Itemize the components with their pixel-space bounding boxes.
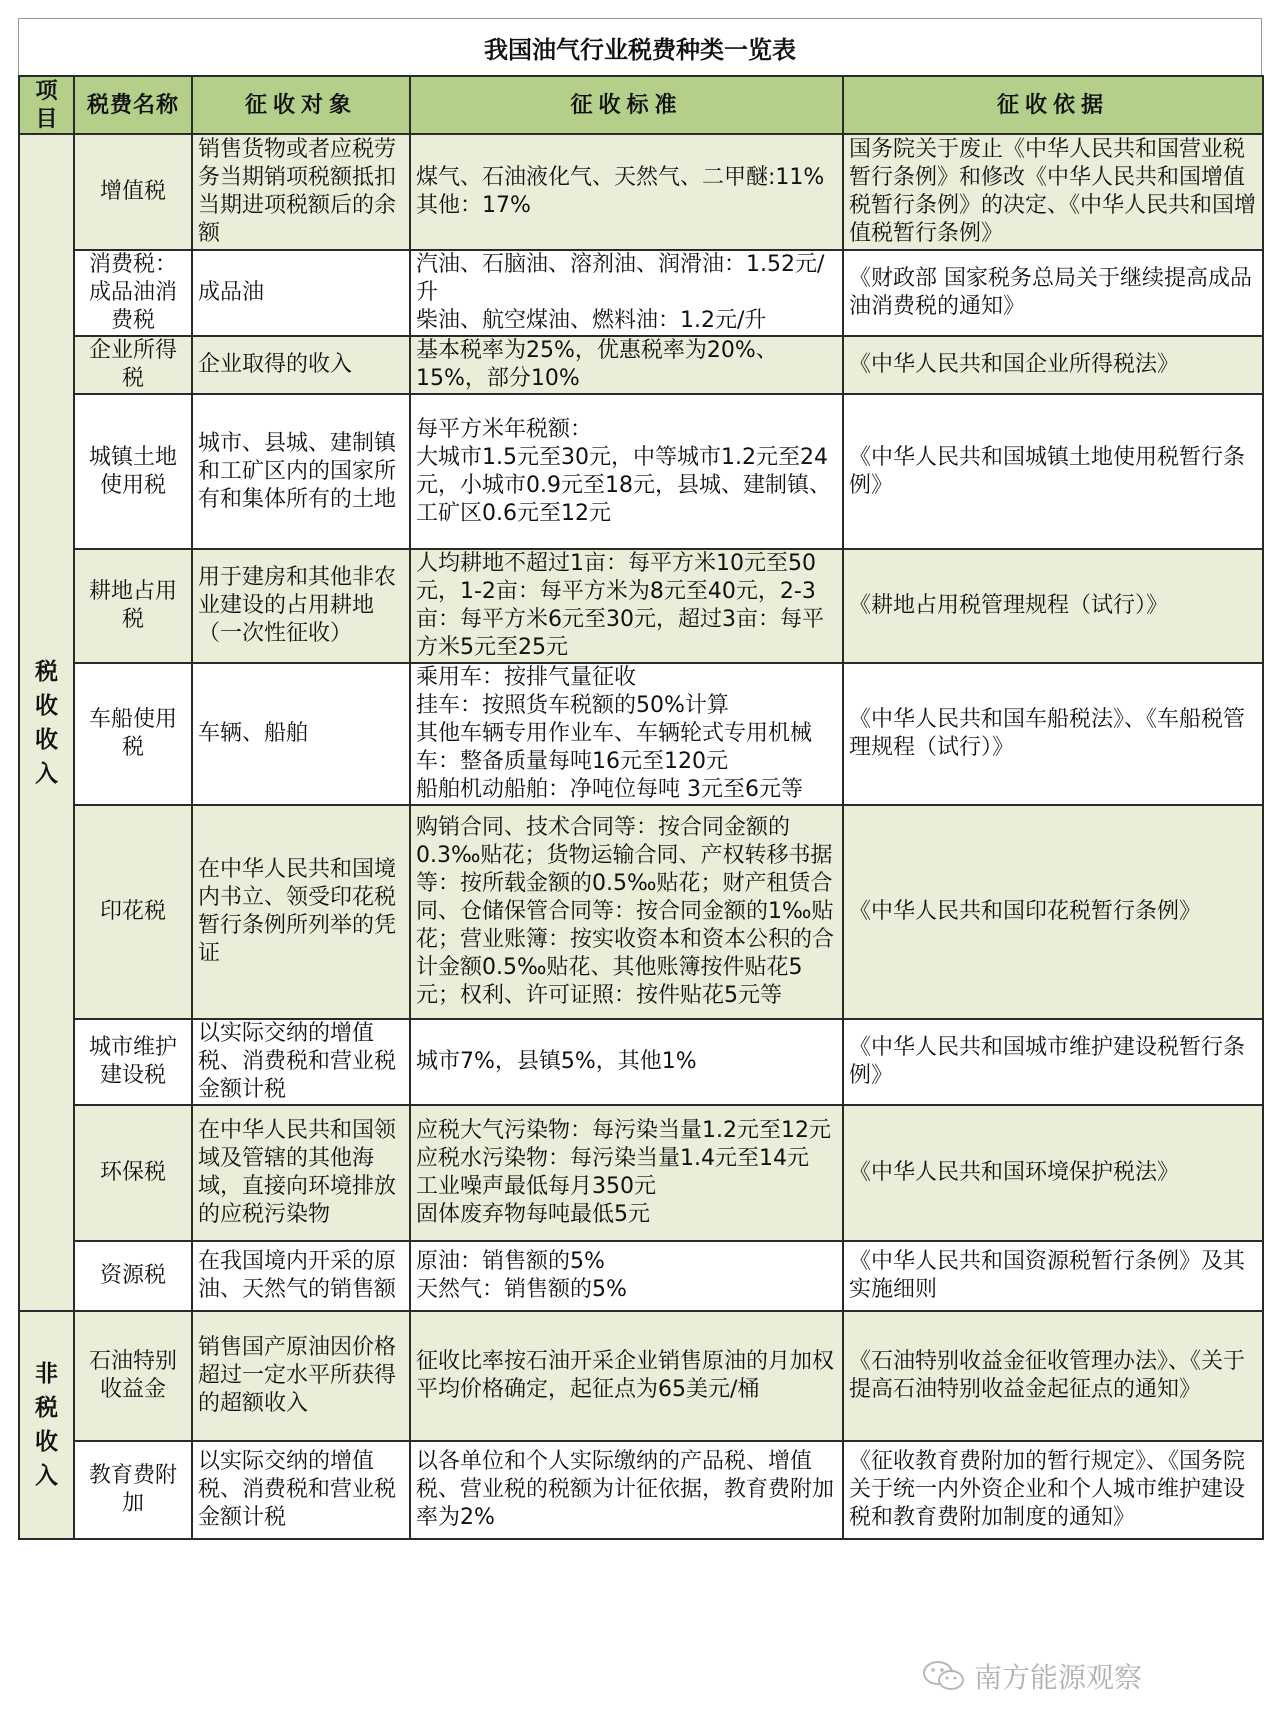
header-standard: 征收标准 xyxy=(410,76,843,134)
standard-line: 其他车辆专用作业车、车辆轮式专用机械车：整备质量每吨16元至120元 xyxy=(416,721,813,774)
header-item: 项目 xyxy=(19,76,74,134)
table-title: 我国油气行业税费种类一览表 xyxy=(18,18,1262,75)
tax-name-cell: 消费税：成品油消费税 xyxy=(74,250,192,336)
table-row xyxy=(19,1105,1263,1241)
tax-name-cell: 印花税 xyxy=(74,805,192,1019)
tax-name-cell: 环保税 xyxy=(74,1105,192,1241)
object-cell: 销售货物或者应税劳务当期销项税额抵扣当期进项税额后的余额 xyxy=(192,134,410,250)
tax-name-cell: 企业所得税 xyxy=(74,336,192,394)
basis-cell: 《中华人民共和国城市维护建设税暂行条例》 xyxy=(843,1019,1263,1105)
standard-line: 人均耕地不超过1亩：每平方米10元至50元，1-2亩：每平方米为8元至40元，2-3亩：每平方米6元至30元，超过3亩：每平方米5元至25元 xyxy=(416,551,824,660)
object-cell: 以实际交纳的增值税、消费税和营业税金额计税 xyxy=(192,1019,410,1105)
standard-line: 以各单位和个人实际缴纳的产品税、增值税、营业税的税额为计征依据，教育费附加率为2% xyxy=(416,1449,835,1530)
category-tax-income xyxy=(19,134,74,1311)
basis-cell: 《征收教育费附加的暂行规定》、《国务院关于统一内外资企业和个人城市维护建设税和教育费附加制度的通知》 xyxy=(843,1441,1263,1539)
standard-line: 柴油、航空煤油、燃料油：1.2元/升 xyxy=(416,308,767,333)
standard-cell xyxy=(410,1311,843,1441)
object-cell: 在中华人民共和国境内书立、领受印花税暂行条例所列举的凭证 xyxy=(192,805,410,1019)
standard-cell xyxy=(410,1019,843,1105)
basis-cell: 《中华人民共和国企业所得税法》 xyxy=(843,336,1263,394)
object-cell: 以实际交纳的增值税、消费税和营业税金额计税 xyxy=(192,1441,410,1539)
standard-line: 汽油、石脑油、溶剂油、润滑油：1.52元/升 xyxy=(416,252,825,305)
category-label: 税收收入 xyxy=(35,657,58,787)
basis-cell: 《中华人民共和国印花税暂行条例》 xyxy=(843,805,1263,1019)
table-row xyxy=(19,1241,1263,1311)
standard-cell xyxy=(410,1105,843,1241)
tax-table xyxy=(18,75,1264,1540)
basis-cell: 《耕地占用税管理规程（试行）》 xyxy=(843,549,1263,663)
standard-line: 应税大气污染物：每污染当量1.2元至12元 xyxy=(416,1118,831,1143)
watermark xyxy=(922,1656,1142,1696)
table-row xyxy=(19,1019,1263,1105)
standard-line: 每平方米年税额： xyxy=(416,416,593,442)
object-cell: 城市、县城、建制镇和工矿区内的国家所有和集体所有的土地 xyxy=(192,394,410,549)
table-row xyxy=(19,250,1263,336)
standard-line: 其他：17% xyxy=(416,193,531,218)
standard-line: 船舶机动船舶：净吨位每吨 3元至6元等 xyxy=(416,777,803,802)
object-cell: 成品油 xyxy=(192,250,410,336)
standard-line: 大城市1.5元至30元，中等城市1.2元至24元，小城市0.9元至18元，县城、建制镇、工矿区0.6元至12元 xyxy=(416,444,831,526)
table-row xyxy=(19,549,1263,663)
header-tax-name: 税费名称 xyxy=(74,76,192,134)
basis-cell: 《财政部 国家税务总局关于继续提高成品油消费税的通知》 xyxy=(843,250,1263,336)
tax-name-cell: 车船使用税 xyxy=(74,663,192,805)
object-cell: 销售国产原油因价格超过一定水平所获得的超额收入 xyxy=(192,1311,410,1441)
object-cell: 在中华人民共和国领域及管辖的其他海域，直接向环境排放的应税污染物 xyxy=(192,1105,410,1241)
tax-name-cell: 石油特别收益金 xyxy=(74,1311,192,1441)
table-row xyxy=(19,336,1263,394)
standard-cell xyxy=(410,663,843,805)
object-cell: 车辆、船舶 xyxy=(192,663,410,805)
standard-cell xyxy=(410,250,843,336)
header-row xyxy=(19,76,1263,134)
tax-name-cell: 耕地占用税 xyxy=(74,549,192,663)
header-object: 征收对象 xyxy=(192,76,410,134)
tax-name-cell: 教育费附加 xyxy=(74,1441,192,1539)
category-label: 非税收入 xyxy=(35,1360,58,1489)
tax-name-cell: 资源税 xyxy=(74,1241,192,1311)
basis-cell: 《中华人民共和国资源税暂行条例》及其实施细则 xyxy=(843,1241,1263,1311)
standard-cell xyxy=(410,394,843,549)
standard-line: 工业噪声最低每月350元 xyxy=(416,1174,656,1199)
standard-cell xyxy=(410,336,843,394)
basis-cell: 《中华人民共和国城镇土地使用税暂行条例》 xyxy=(843,394,1263,549)
standard-cell xyxy=(410,1441,843,1539)
standard-cell xyxy=(410,134,843,250)
standard-cell xyxy=(410,805,843,1019)
standard-line: 应税水污染物：每污染当量1.4元至14元 xyxy=(416,1146,809,1171)
category-nontax-income xyxy=(19,1311,74,1539)
table-row xyxy=(19,1441,1263,1539)
tax-table-document xyxy=(18,18,1262,1694)
standard-line: 煤气、石油液化气、天然气、二甲醚:11% xyxy=(416,165,825,190)
standard-line: 天然气：销售额的5% xyxy=(416,1277,627,1302)
standard-line: 城市7%，县镇5%，其他1% xyxy=(416,1049,697,1074)
standard-line: 购销合同、技术合同等：按合同金额的0.3‰贴花；货物运输合同、产权转移书据等：按所载金额的0.5‰贴花；财产租赁合同、仓储保管合同等：按合同金额的1‰贴花；营业账簿：按实收资本和资本公积的合计金额0.5‰贴花、其他账簿按件贴花5元；权利、许可证照：按件贴花5元等 xyxy=(416,815,835,1008)
standard-line: 基本税率为25%，优惠税率为20%、15%，部分10% xyxy=(416,338,778,391)
wechat-icon xyxy=(922,1660,966,1692)
basis-cell: 国务院关于废止《中华人民共和国营业税暂行条例》和修改《中华人民共和国增值税暂行条例》的决定、《中华人民共和国增值税暂行条例》 xyxy=(843,134,1263,250)
basis-cell: 《石油特别收益金征收管理办法》、《关于提高石油特别收益金起征点的通知》 xyxy=(843,1311,1263,1441)
tax-name-cell: 增值税 xyxy=(74,134,192,250)
tax-name-cell: 城市维护建设税 xyxy=(74,1019,192,1105)
standard-cell xyxy=(410,1241,843,1311)
tax-name-cell: 城镇土地使用税 xyxy=(74,394,192,549)
basis-cell: 《中华人民共和国车船税法》、《车船税管理规程（试行）》 xyxy=(843,663,1263,805)
basis-cell: 《中华人民共和国环境保护税法》 xyxy=(843,1105,1263,1241)
table-row xyxy=(19,805,1263,1019)
watermark-text: 南方能源观察 xyxy=(973,1661,1142,1694)
table-row xyxy=(19,134,1263,250)
object-cell: 用于建房和其他非农业建设的占用耕地（一次性征收） xyxy=(192,549,410,663)
table-row xyxy=(19,1311,1263,1441)
standard-line: 乘用车：按排气量征收 xyxy=(416,665,637,690)
standard-cell xyxy=(410,549,843,663)
header-basis: 征收依据 xyxy=(843,76,1263,134)
standard-line: 原油：销售额的5% xyxy=(416,1249,605,1274)
standard-line: 征收比率按石油开采企业销售原油的月加权平均价格确定，起征点为65美元/桶 xyxy=(416,1349,835,1402)
table-row xyxy=(19,663,1263,805)
object-cell: 企业取得的收入 xyxy=(192,336,410,394)
table-row xyxy=(19,394,1263,549)
standard-line: 挂车：按照货车税额的50%计算 xyxy=(416,693,729,718)
object-cell: 在我国境内开采的原油、天然气的销售额 xyxy=(192,1241,410,1311)
standard-line: 固体废弃物每吨最低5元 xyxy=(416,1202,650,1227)
